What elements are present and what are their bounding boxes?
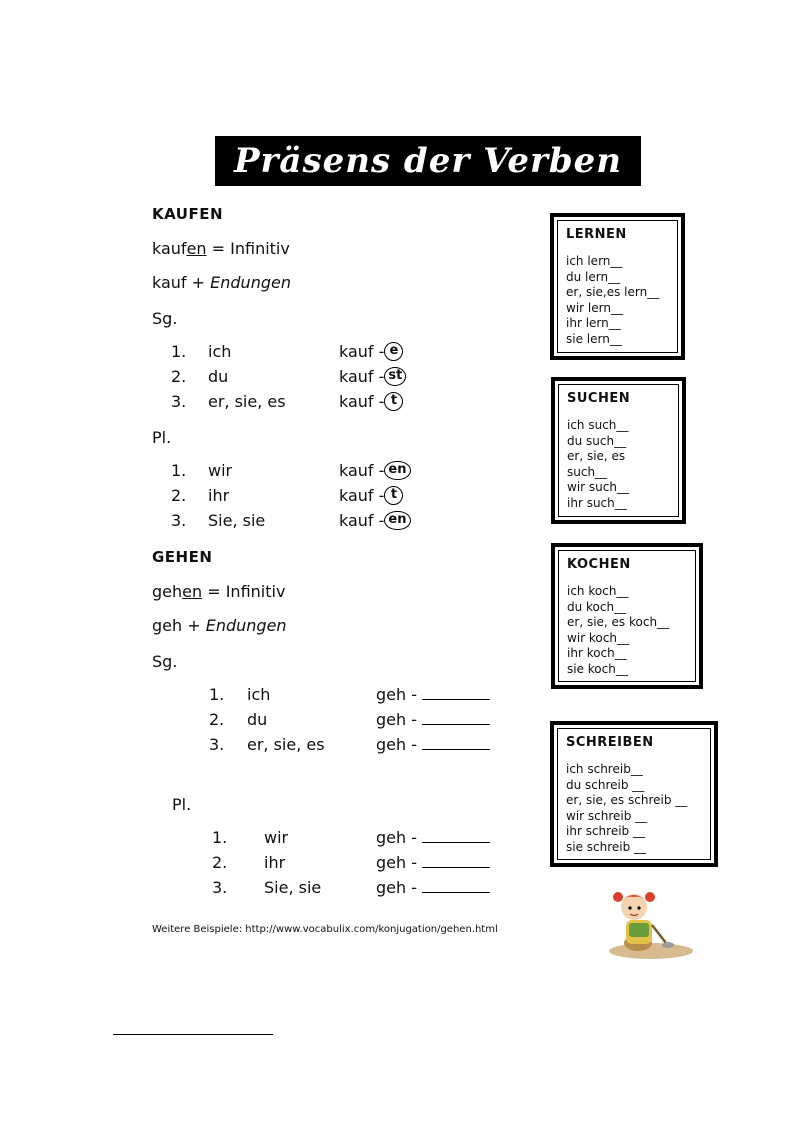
row-verb — [376, 852, 490, 874]
title-banner — [215, 136, 641, 186]
box-line: ich schreib__ — [566, 762, 643, 776]
row-number: 2. — [212, 853, 228, 872]
row-pronoun: du — [247, 710, 268, 729]
verb-stem: geh - — [376, 828, 423, 847]
lernen-box-inner — [557, 220, 678, 353]
row-pronoun: ihr — [208, 486, 230, 505]
box-line: sie lern__ — [566, 331, 622, 346]
row-pronoun: wir — [208, 461, 233, 480]
ending-circle: st — [384, 367, 406, 386]
row-number: 2. — [171, 367, 187, 386]
row-verb — [376, 709, 490, 731]
gehen-infinitiv-rest: = Infinitiv — [202, 582, 286, 601]
box-line: ich such__ — [567, 418, 629, 432]
ending-circle: t — [384, 392, 403, 411]
kaufen-stem-line — [152, 273, 291, 292]
row-verb — [339, 341, 403, 363]
ending-circle: t — [384, 486, 403, 505]
box-line: du lern__ — [566, 269, 621, 284]
box-line: er, sie, es koch__ — [567, 615, 670, 629]
fill-in-blank — [422, 684, 490, 700]
box-line: ich lern__ — [566, 254, 623, 268]
box-line: ihr koch__ — [567, 646, 627, 660]
lernen-box — [550, 213, 685, 360]
box-line: ich koch__ — [567, 584, 629, 598]
box-line: wir koch__ — [567, 630, 629, 645]
kaufen-pl-label: Pl. — [152, 428, 172, 447]
ending-circle: en — [384, 461, 410, 480]
schreiben-box — [550, 721, 718, 867]
row-number: 3. — [209, 735, 225, 754]
kaufen-infinitiv-ending: en — [186, 239, 207, 258]
gehen-infinitiv-stem: geh — [152, 582, 183, 601]
row-pronoun: ich — [208, 342, 232, 361]
row-pronoun: er, sie, es — [247, 735, 325, 754]
box-title: SUCHEN — [567, 391, 631, 406]
gehen-stem-a: geh + — [152, 616, 206, 635]
row-verb — [376, 734, 490, 756]
verb-stem: kauf - — [339, 342, 385, 361]
verb-stem: kauf - — [339, 367, 385, 386]
row-pronoun: Sie, sie — [208, 511, 266, 530]
box-line: du schreib __ — [566, 777, 645, 792]
page-title: Präsens der Verben — [233, 141, 623, 181]
row-pronoun: ich — [247, 685, 271, 704]
verb-stem: geh - — [376, 710, 423, 729]
row-pronoun: ihr — [264, 853, 286, 872]
kochen-box-inner — [558, 550, 696, 682]
box-title: KOCHEN — [567, 557, 631, 572]
box-title: LERNEN — [566, 227, 627, 242]
kaufen-heading: KAUFEN — [152, 205, 223, 223]
row-verb — [339, 485, 403, 507]
kaufen-infinitiv-rest: = Infinitiv — [206, 239, 290, 258]
row-number: 2. — [209, 710, 225, 729]
row-number: 1. — [209, 685, 225, 704]
row-number: 1. — [212, 828, 228, 847]
fill-in-blank — [422, 709, 490, 725]
box-line: such__ — [567, 464, 608, 479]
gehen-infinitiv-line — [152, 582, 285, 601]
row-number: 3. — [212, 878, 228, 897]
row-verb — [376, 827, 490, 849]
row-number: 3. — [171, 392, 187, 411]
kaufen-stem-b: Endungen — [210, 273, 291, 292]
box-line: er, sie, es — [567, 449, 626, 463]
box-line: er, sie,es lern__ — [566, 285, 660, 299]
footer-link-text: Weitere Beispiele: http://www.vocabulix.com/konjugation/gehen.html — [152, 924, 498, 935]
box-line: ihr lern__ — [566, 316, 621, 330]
kaufen-sg-label: Sg. — [152, 309, 178, 328]
row-number: 1. — [171, 461, 187, 480]
row-number: 2. — [171, 486, 187, 505]
box-line: du such__ — [567, 433, 627, 448]
box-line: wir schreib __ — [566, 808, 648, 823]
box-line: wir such__ — [567, 480, 629, 494]
row-pronoun: Sie, sie — [264, 878, 322, 897]
gehen-stem-b: Endungen — [205, 616, 287, 635]
row-pronoun: wir — [264, 828, 289, 847]
box-line: ihr such__ — [567, 495, 627, 510]
verb-stem: kauf - — [339, 392, 385, 411]
kaufen-stem-a: kauf + — [152, 273, 211, 292]
row-verb — [339, 510, 411, 532]
row-verb — [376, 877, 490, 899]
fill-in-blank — [422, 734, 490, 750]
box-line: sie schreib __ — [566, 839, 647, 854]
verb-stem: kauf - — [339, 486, 385, 505]
row-verb — [376, 684, 490, 706]
row-pronoun: er, sie, es — [208, 392, 286, 411]
row-verb — [339, 366, 406, 388]
girl-digging-icon — [596, 885, 716, 965]
footnote-separator — [113, 1034, 273, 1035]
box-line: er, sie, es schreib __ — [566, 793, 688, 807]
kaufen-infinitiv-stem: kauf — [152, 239, 187, 258]
box-line: du koch__ — [567, 599, 627, 614]
verb-stem: kauf - — [339, 511, 385, 530]
fill-in-blank — [422, 827, 490, 843]
kaufen-infinitiv-line — [152, 239, 290, 258]
suchen-box-inner — [558, 384, 679, 517]
gehen-infinitiv-ending: en — [182, 582, 203, 601]
fill-in-blank — [422, 877, 490, 893]
row-pronoun: du — [208, 367, 229, 386]
ending-circle: e — [384, 342, 403, 361]
box-title: SCHREIBEN — [566, 735, 654, 750]
box-line: ihr schreib __ — [566, 824, 645, 838]
gehen-stem-line — [152, 616, 287, 635]
row-number: 1. — [171, 342, 187, 361]
row-verb — [339, 391, 403, 413]
box-line: sie koch__ — [567, 661, 628, 676]
verb-stem: kauf - — [339, 461, 385, 480]
schreiben-box-inner — [557, 728, 711, 860]
row-verb — [339, 460, 411, 482]
gehen-sg-label: Sg. — [152, 652, 178, 671]
box-line: wir lern__ — [566, 300, 623, 315]
gehen-pl-label: Pl. — [172, 795, 192, 814]
gehen-heading: GEHEN — [152, 548, 213, 566]
kochen-box — [551, 543, 703, 689]
row-number: 3. — [171, 511, 187, 530]
verb-stem: geh - — [376, 878, 423, 897]
ending-circle: en — [384, 511, 410, 530]
fill-in-blank — [422, 852, 490, 868]
verb-stem: geh - — [376, 853, 423, 872]
verb-stem: geh - — [376, 735, 423, 754]
suchen-box — [551, 377, 686, 524]
verb-stem: geh - — [376, 685, 423, 704]
